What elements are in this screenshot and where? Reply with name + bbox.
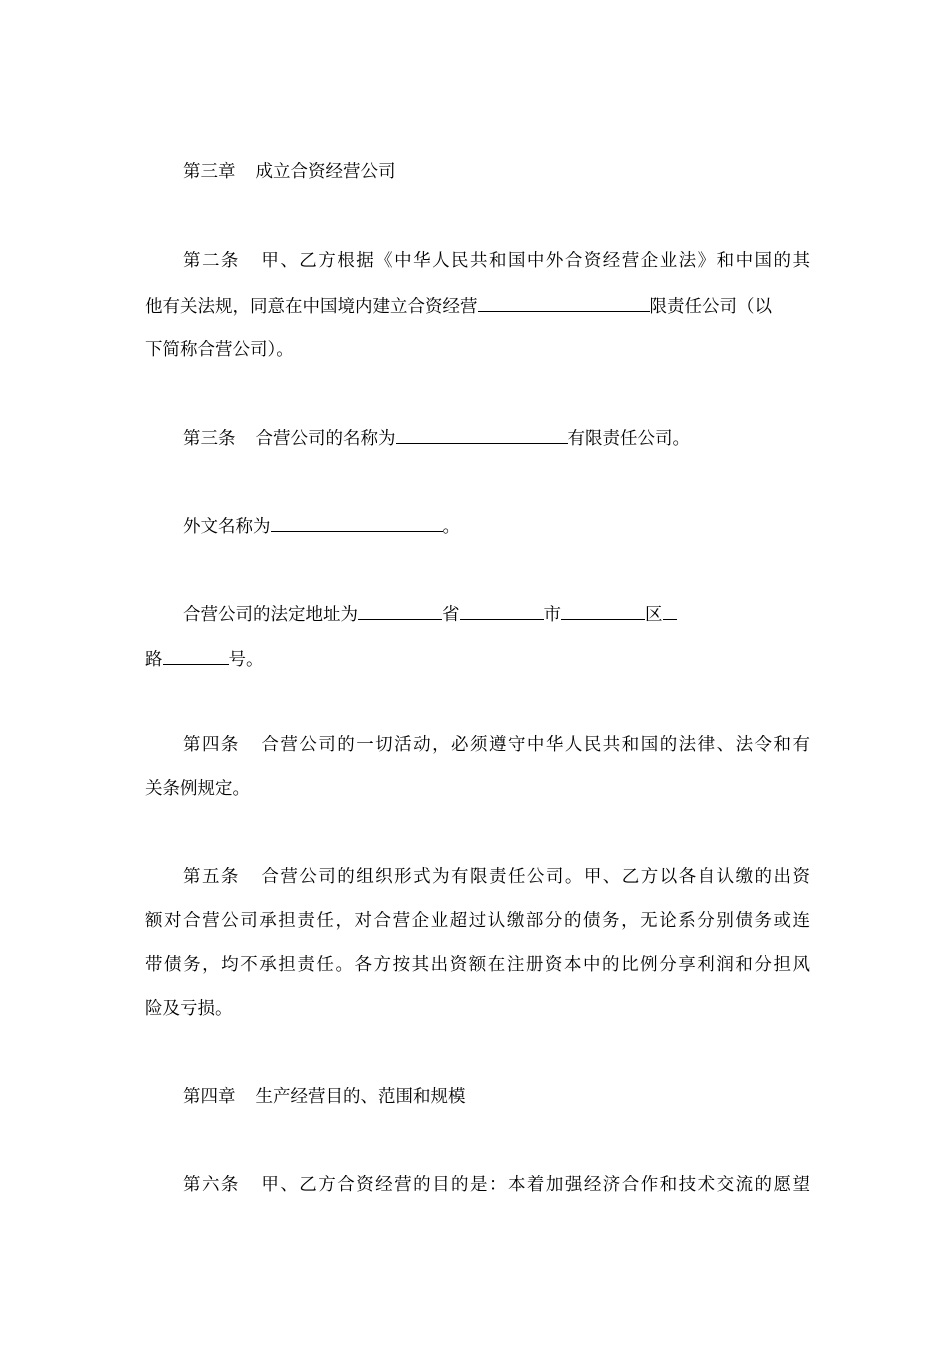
province-label: 省 (442, 605, 460, 625)
article-5-text-4: 险及亏损。 (145, 999, 233, 1019)
article-6-label: 第六条 (183, 1175, 240, 1195)
article-4-text-1: 合营公司的一切活动，必须遵守中华人民共和国的法律、法令和有 (259, 735, 810, 755)
article-4-text-2: 关条例规定。 (145, 779, 250, 799)
article-2-label: 第二条 (183, 251, 240, 271)
article-5-line-2 (145, 909, 810, 933)
joint-venture-name-blank (478, 293, 650, 312)
company-name-blank (396, 425, 568, 444)
article-5-text-2: 额对合营公司承担责任，对合营企业超过认缴部分的债务，无论系分别债务或连 (145, 911, 810, 931)
article-2-line-3 (145, 338, 810, 362)
article-5-label: 第五条 (183, 867, 240, 887)
district-label: 区 (645, 605, 663, 625)
city-blank (460, 601, 544, 620)
article-2-line-1 (183, 249, 810, 273)
address-line-2 (145, 646, 810, 670)
article-5-line-1 (183, 865, 810, 889)
article-5-text-1: 合营公司的组织形式为有限责任公司。甲、乙方以各自认缴的出资 (259, 867, 810, 887)
article-2-text-2b: 限责任公司（以 (649, 297, 772, 317)
article-5-line-4 (145, 997, 810, 1021)
foreign-name-label: 外文名称为 (183, 517, 271, 537)
chapter-3-heading (183, 160, 810, 184)
article-3-label: 第三条 (183, 429, 236, 449)
article-2-text-1: 甲、乙方根据《中华人民共和国中外合资经营企业法》和中国的其 (259, 251, 810, 271)
road-label: 路 (145, 650, 163, 670)
chapter-4-title: 生产经营目的、范围和规模 (255, 1087, 466, 1107)
district-trailing-blank (663, 601, 677, 620)
chapter-3-label: 第三章 (183, 162, 236, 182)
district-blank (561, 601, 645, 620)
chapter-3-title: 成立合资经营公司 (255, 162, 396, 182)
chapter-4-label: 第四章 (183, 1087, 236, 1107)
article-2-line-2 (145, 293, 810, 317)
article-6-line-1 (183, 1173, 810, 1197)
article-3-line-1 (183, 425, 810, 449)
article-6-text-1: 甲、乙方合资经营的目的是：本着加强经济合作和技术交流的愿望 (259, 1175, 810, 1195)
article-3-text-before: 合营公司的名称为 (255, 429, 396, 449)
city-label: 市 (543, 605, 561, 625)
number-label: 号。 (228, 650, 264, 670)
article-5-text-3: 带债务，均不承担责任。各方按其出资额在注册资本中的比例分享利润和分担风 (145, 955, 810, 975)
foreign-name-line (183, 513, 810, 537)
article-2-text-3: 下简称合营公司）。 (145, 340, 294, 360)
address-label: 合营公司的法定地址为 (183, 605, 358, 625)
province-blank (358, 601, 442, 620)
article-5-line-3 (145, 953, 810, 977)
chapter-4-heading (183, 1085, 810, 1109)
address-line-1 (183, 601, 810, 625)
article-4-line-1 (183, 733, 810, 757)
article-3-text-after: 有限责任公司。 (567, 429, 690, 449)
foreign-name-blank (271, 513, 443, 532)
article-4-label: 第四条 (183, 735, 240, 755)
article-4-line-2 (145, 777, 810, 801)
article-2-text-2a: 他有关法规，同意在中国境内建立合资经营 (145, 297, 478, 317)
foreign-name-end: 。 (442, 517, 460, 537)
road-blank (163, 646, 229, 665)
